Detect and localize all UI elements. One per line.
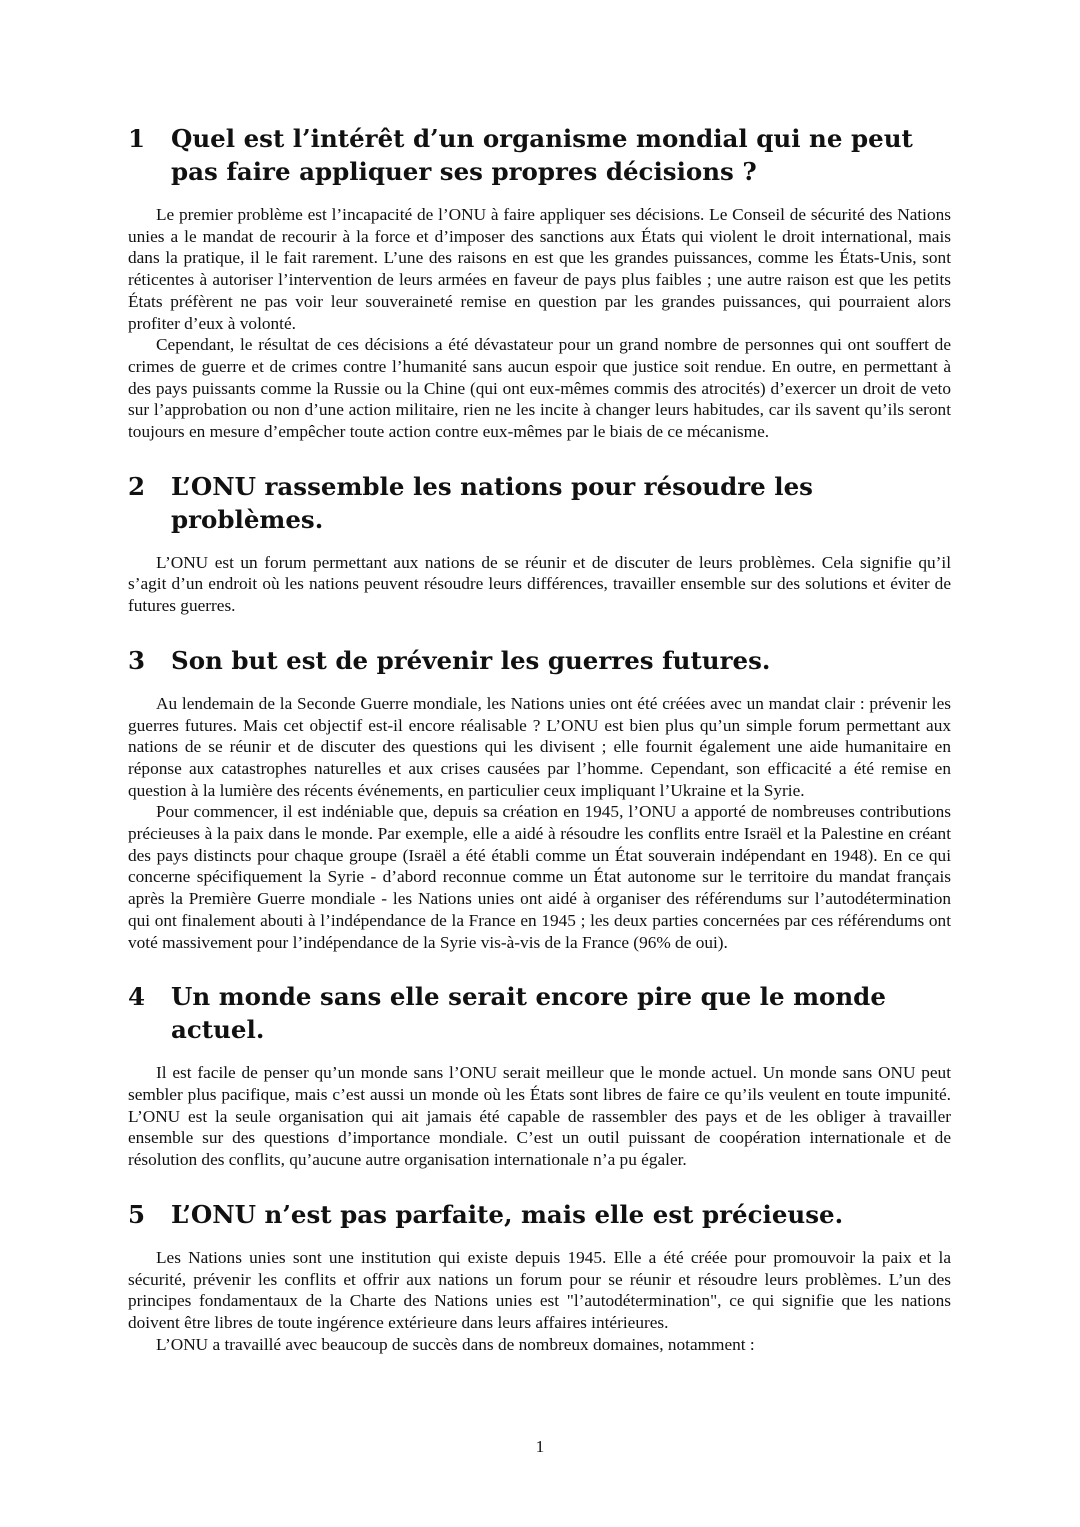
- paragraph: Pour commencer, il est indéniable que, depuis sa création en 1945, l’ONU a apporté de nombreuses contributions précieuses à la paix dans le monde. Par exemple, elle a aidé à résoudre les conflits entre Israël et la Palestine en créant des pays distincts pour chaque groupe (Israël a été établi comme un État souverain indépendant en 1948). En ce qui concerne spécifiquement la Syrie - d’abord reconnue comme un État autonome sur le territoire du mandat français après la Première Guerre mondiale - les Nations unies ont aidé à organiser des référendums sur l’autodétermination qui ont finalement abouti à l’indépendance de la France en 1945 ; les deux parties concernées par ces référendums ont voté massivement pour l’indépendance de la Syrie vis-à-vis de la France (96% de oui).: [128, 802, 951, 952]
- section-5: [128, 1198, 951, 1356]
- section-title: L’ONU n’est pas parfaite, mais elle est précieuse.: [171, 1199, 844, 1229]
- section-1: [128, 122, 951, 443]
- section-4: [128, 980, 951, 1171]
- section-2: [128, 470, 951, 617]
- paragraph: Les Nations unies sont une institution qui existe depuis 1945. Elle a été créée pour promouvoir la paix et la sécurité, prévenir les conflits et offrir aux nations un forum pour se réunir et résoudre leurs problèmes. L’un des principes fondamentaux de la Charte des Nations unies est "l’autodétermination", ce qui signifie que les nations doivent être libres de toute ingérence extérieure dans leurs affaires intérieures.: [128, 1247, 951, 1332]
- section-number: 1: [128, 124, 146, 153]
- section-title: Un monde sans elle serait encore pire que le monde actuel.: [171, 982, 886, 1045]
- section-heading: [128, 644, 951, 677]
- section-number: 5: [128, 1199, 146, 1229]
- paragraph: Cependant, le résultat de ces décisions a été dévastateur pour un grand nombre de personnes qui ont souffert de crimes de guerre et de crimes contre l’humanité sans aucun espoir que justice soit rendue. En outre, en permettant à des pays puissants comme la Russie ou la Chine (qui ont eux-mêmes commis des atrocités) d’exercer un droit de veto sur l’approbation ou non d’une action militaire, rien ne les incite à changer leurs habitudes, car ils savent qu’ils seront toujours en mesure d’empêcher toute action contre eux-mêmes par le biais de ce mécanisme.: [128, 335, 951, 442]
- paragraph: Le premier problème est l’incapacité de l’ONU à faire appliquer ses décisions. Le Conseil de sécurité des Nations unies a le mandat de recourir à la force et d’imposer des sanctions aux États qui violent le droit international, mais dans la pratique, il le fait rarement. L’une des raisons en est que les grandes puissances, comme les États-Unis, sont réticentes à autoriser l’intervention de leurs armées en faveur de pays plus faibles ; une autre raison est que les petits États préfèrent ne pas voir leur souveraineté remise en question par les grandes puissances, qui pourraient alors profiter d’eux à volonté.: [128, 205, 951, 333]
- section-heading: [128, 470, 951, 536]
- section-number: 4: [128, 982, 146, 1012]
- section-heading: [128, 1198, 951, 1231]
- paragraph: Il est facile de penser qu’un monde sans l’ONU serait meilleur que le monde actuel. Un monde sans ONU peut sembler plus pacifique, mais c’est aussi un monde où les États sont libres de faire ce qu’ils veulent en toute impunité. L’ONU est la seule organisation qui ait jamais été capable de rassembler des pays et de les obliger à travailler ensemble sur des questions d’importance mondiale. C’est un outil puissant de coopération internationale et de résolution des conflits, qu’aucune autre organisation internationale n’a pu égaler.: [128, 1063, 951, 1170]
- section-title: Son but est de prévenir les guerres futures.: [171, 645, 771, 675]
- section-heading: [128, 980, 951, 1046]
- section-3: [128, 644, 951, 953]
- section-heading: [128, 122, 951, 188]
- section-title: Quel est l’intérêt d’un organisme mondial qui ne peut pas faire appliquer ses propres décisions ?: [171, 124, 913, 186]
- paragraph: Au lendemain de la Seconde Guerre mondiale, les Nations unies ont été créées avec un mandat clair : prévenir les guerres futures. Mais cet objectif est-il encore réalisable ? L’ONU est bien plus qu’un simple forum permettant aux nations de se réunir et de discuter des questions qui les divisent ; elle fournit également une aide humanitaire en réponse aux catastrophes naturelles et aux crises causées par l’homme. Cependant, son efficacité a été remise en question à la lumière des récents événements, en particulier ceux impliquant l’Ukraine et la Syrie.: [128, 693, 951, 800]
- section-number: 3: [128, 645, 146, 675]
- document-page: [128, 122, 951, 1355]
- paragraph: L’ONU est un forum permettant aux nations de se réunir et de discuter de leurs problèmes. Cela signifie qu’il s’agit d’un endroit où les nations peuvent résoudre leurs différences, travailler ensemble sur des solutions et éviter de futures guerres.: [128, 552, 951, 616]
- section-number: 2: [128, 471, 146, 501]
- page-number: 1: [535, 1437, 545, 1456]
- section-title: L’ONU rassemble les nations pour résoudre les problèmes.: [171, 471, 813, 534]
- paragraph: L’ONU a travaillé avec beaucoup de succès dans de nombreux domaines, notamment :: [156, 1334, 755, 1354]
